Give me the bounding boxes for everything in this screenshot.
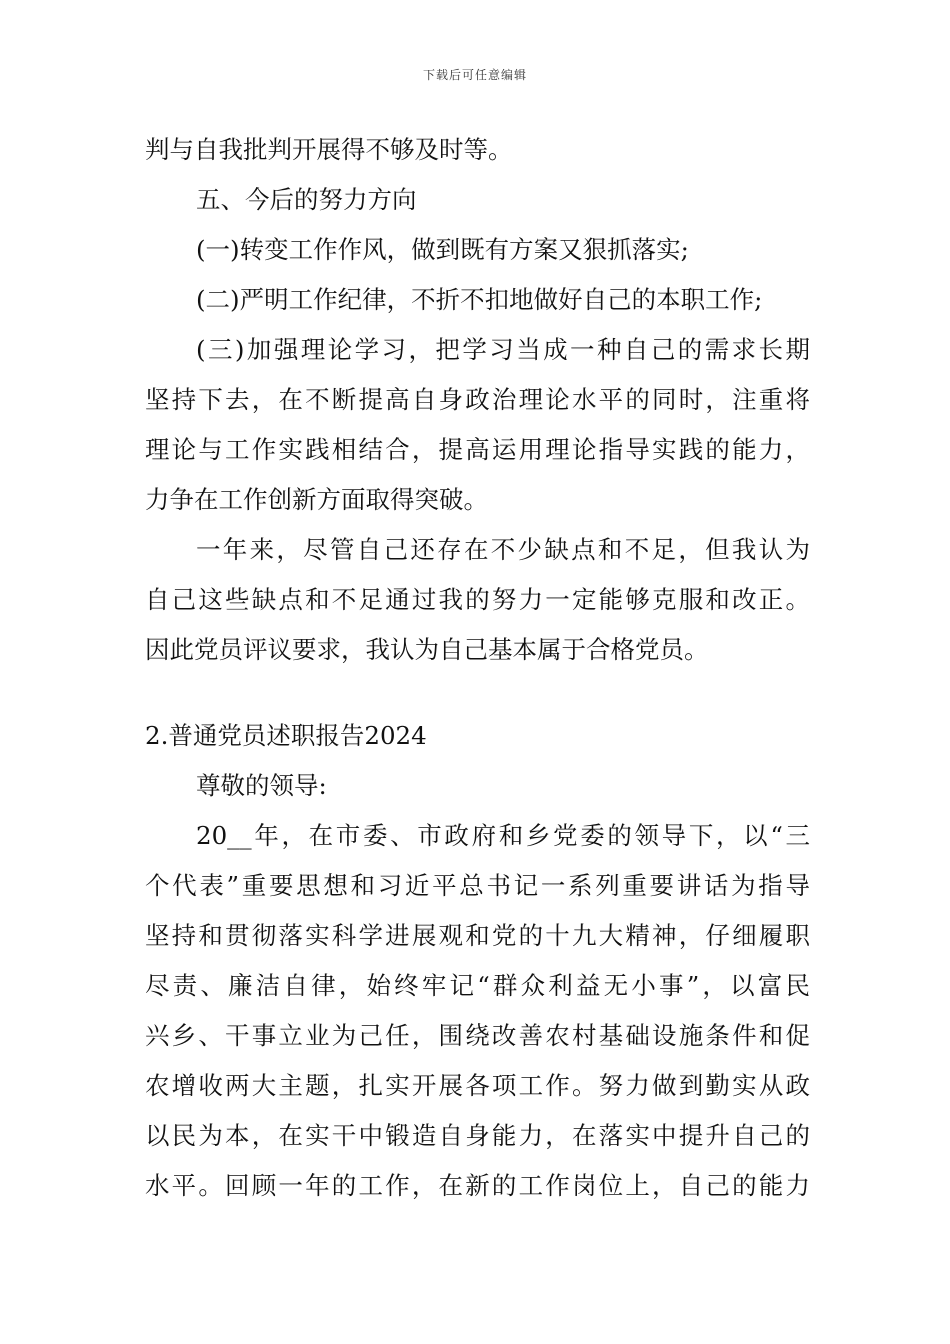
paragraph-line: 兴乡、干事立业为己任，围绕改善农村基础设施条件和促 [145,1021,810,1050]
paragraph-line: 尽责、廉洁自律，始终牢记“群众利益无小事”，以富民 [145,971,810,1000]
section-title: 2.普通党员述职报告2024 [145,721,427,750]
paragraph-line: 自己这些缺点和不足通过我的努力一定能够克服和改正。 [145,585,810,614]
list-item: (一)转变工作作风，做到既有方案又狠抓落实; [196,235,689,264]
paragraph-line: 个代表”重要思想和习近平总书记一系列重要讲话为指导 [145,871,810,900]
paragraph-line: 因此党员评议要求，我认为自己基本属于合格党员。 [145,635,709,664]
section-gap [145,675,810,711]
section-heading: 五、今后的努力方向 [196,185,417,214]
document-body [145,125,810,1211]
paragraph-line: 理论与工作实践相结合，提高运用理论指导实践的能力， [145,435,810,464]
paragraph-line: 坚持和贯彻落实科学进展观和党的十九大精神，仔细履职 [145,921,810,950]
paragraph-line: 判与自我批判开展得不够及时等。 [145,135,513,164]
list-item: (二)严明工作纪律，不折不扣地做好自己的本职工作; [196,285,763,314]
paragraph-line: 水平。回顾一年的工作，在新的工作岗位上，自己的能力 [145,1171,810,1200]
paragraph-line: 坚持下去，在不断提高自身政治理论水平的同时，注重将 [145,385,810,414]
page-header-note: 下载后可任意编辑 [422,68,527,82]
paragraph-line: 20__年，在市委、市政府和乡党委的领导下，以“三 [196,821,810,850]
paragraph-line: 力争在工作创新方面取得突破。 [145,485,488,514]
paragraph-line: 农增收两大主题，扎实开展各项工作。努力做到勤实从政 [145,1071,810,1100]
paragraph-line: 以民为本，在实干中锻造自身能力，在落实中提升自己的 [145,1121,810,1150]
paragraph-line: 一年来，尽管自己还存在不少缺点和不足，但我认为 [196,535,810,564]
list-item: (三)加强理论学习，把学习当成一种自己的需求长期 [196,335,810,364]
salutation: 尊敬的领导: [196,771,327,800]
